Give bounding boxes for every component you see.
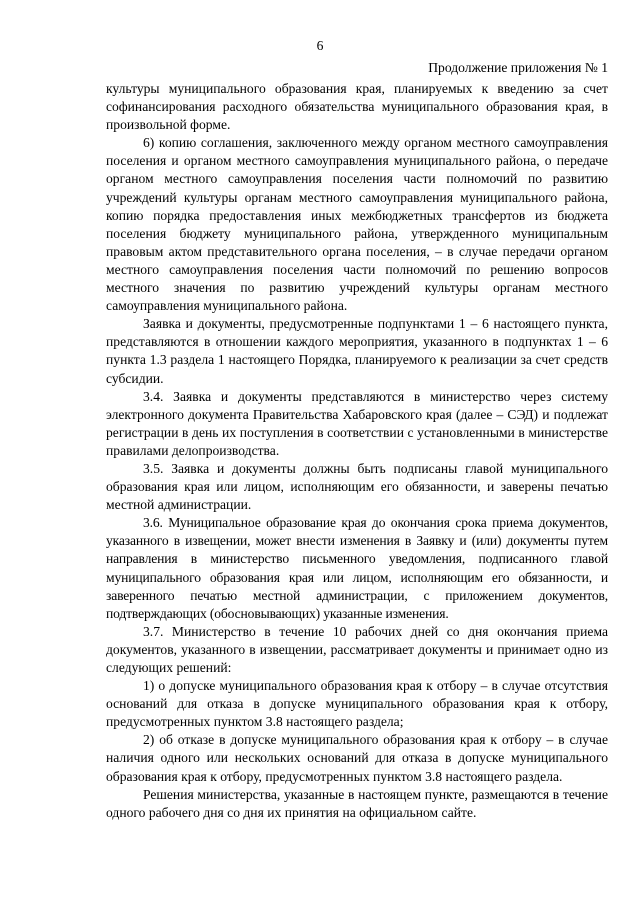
- paragraph-decisions-publication: Решения министерства, указанные в настоящем пункте, размещаются в течение одного рабочего дня со дня их принятия на официальном сайте.: [106, 786, 608, 820]
- page-number: 6: [316, 38, 324, 53]
- paragraph-3-7: 3.7. Министерство в течение 10 рабочих дней со дня окончания приема документов, указанного в извещении, рассматривает документы и принимает одно из следующих решений:: [106, 623, 608, 675]
- paragraph-3-6: 3.6. Муниципальное образование края до окончания срока приема документов, указанного в извещении, может внести изменения в Заявку и (или) документы путем направления в министерство письменного уведомления, подписанного главой муниципального образования края или лицом, исполняющим его обязанности, и заверенного печатью местной администрации, с приложением документов, подтверждающих (обосновывающих) указанные изменения.: [106, 515, 608, 621]
- paragraph-decision-1: 1) о допуске муниципального образования края к отбору – в случае отсутствия оснований для отказа в допуске муниципального образования края к отбору, предусмотренных пунктом 3.8 настоящего раздела;: [106, 678, 608, 730]
- paragraph-item-6: 6) копию соглашения, заключенного между органом местного самоуправления поселения и органом местного самоуправления муниципального района, о передаче органом местного самоуправления поселения части полномочий по развитию учреждений культуры органам местного самоуправления муниципального района, копию порядка предоставления иных межбюджетных трансфертов из бюджета поселения бюджету муниципального района, утвержденного муниципальным правовым актом представительного органа поселения, – в случае передачи органом местного самоуправления поселения части полномочий по решению вопросов местного значения по развитию учреждений культуры органам местного самоуправления муниципального района.: [106, 135, 608, 314]
- paragraph-3-4: 3.4. Заявка и документы представляются в министерство через систему электронного документа Правительства Хабаровского края (далее – СЭД) и подлежат регистрации в день их поступления в соответствии с установленными в министерстве правилами делопроизводства.: [106, 388, 608, 458]
- paragraph-3-5: 3.5. Заявка и документы должны быть подписаны главой муниципального образования края или лицом, исполняющим его обязанности, и заверены печатью местной администрации.: [106, 460, 608, 513]
- paragraph-continuation: культуры муниципального образования края, планируемых к введению за счет софинансирования расходного обязательства муниципального образования края, в произвольной форме.: [106, 81, 608, 133]
- paragraph-decision-2: 2) об отказе в допуске муниципального образования края к отбору – в случае наличия одного или нескольких оснований для отказа в допуске муниципального образования края к отбору, предусмотренных пунктом 3.8 настоящего раздела.: [106, 732, 608, 784]
- appendix-continuation-note: Продолжение приложения № 1: [428, 60, 608, 75]
- paragraph-application-documents: Заявка и документы, предусмотренные подпунктами 1 – 6 настоящего пункта, представляются в отношении каждого мероприятия, указанного в подпунктах 1 – 6 пункта 1.3 раздела 1 настоящего Порядка, планируемого к реализации за счет средств субсидии.: [106, 316, 608, 386]
- document-body: [106, 80, 608, 822]
